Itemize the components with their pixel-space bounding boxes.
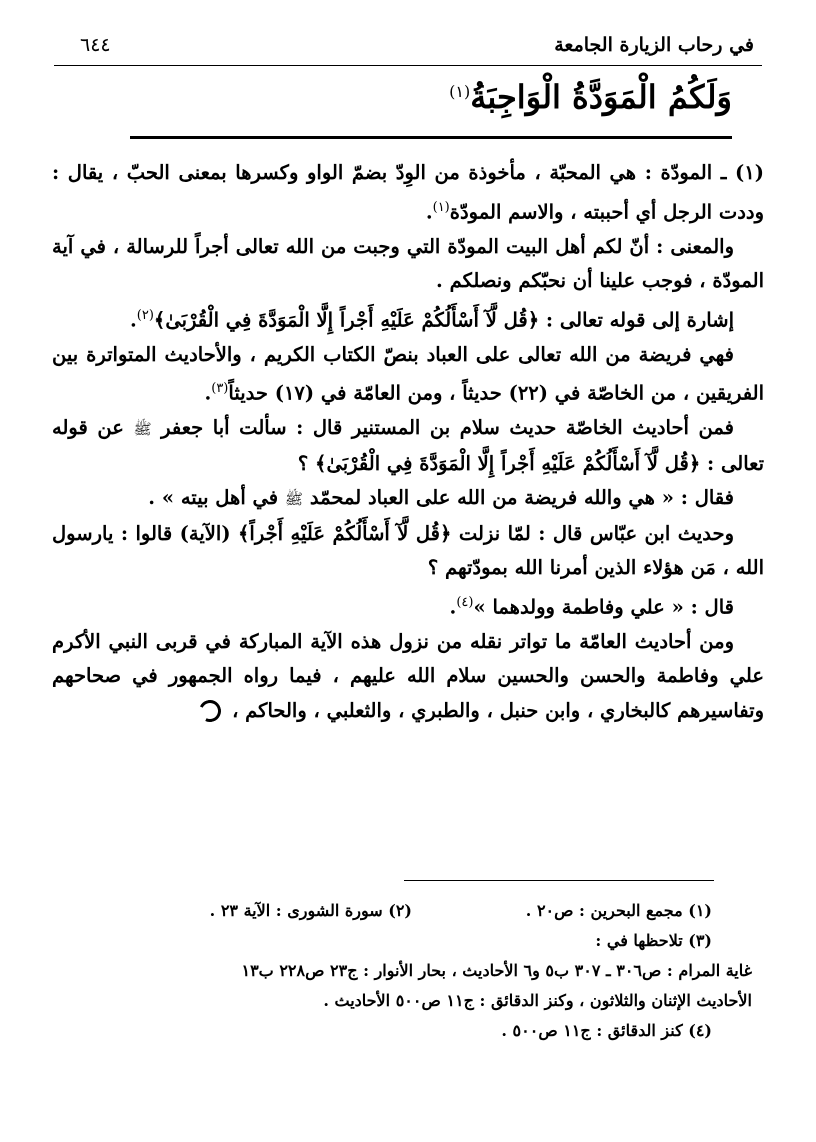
page-header xyxy=(62,30,754,64)
paragraph-meaning xyxy=(52,230,764,299)
paragraph-text: في أهل بيته » . xyxy=(148,486,279,509)
heading-text: وَلَكُمُ الْمَوَدَّةُ الْوَاجِبَةُ xyxy=(470,78,732,116)
paragraph-text: فمن أحاديث الخاصّة حديث سلام بن المستنير قال : سألت أبا جعفر xyxy=(161,416,734,439)
commentary-body xyxy=(52,156,764,728)
section-heading xyxy=(449,78,732,116)
footnote-3-detail: الأحاديث الإثنان والثلاثون ، وكنز الدقائق : ج١١ ص٥٠٠ الأحاديث . xyxy=(323,991,752,1010)
paragraph-ibn-abbas xyxy=(52,517,764,586)
paragraph-general-hadiths xyxy=(52,625,764,729)
running-title: في رحاب الزيارة الجامعة xyxy=(554,34,754,56)
footnote-1: (١) مجمع البحرين : ص٢٠ . xyxy=(525,901,712,920)
paragraph-end: . xyxy=(449,595,457,618)
heading-rule xyxy=(130,136,732,139)
footnote-4: (٤) كنز الدقائق : ج١١ ص٥٠٠ . xyxy=(501,1021,712,1040)
paragraph-text: ومن أحاديث العامّة ما تواتر نقله من نزول هذه الآية المباركة في قربى النبي الأكرم علي وفاطمة والحسن والحسين سلام الله عليهم ، فيما رواه الجمهور في صحاحهم وتفاسيرهم كالبخاري ، وابن حنبل ، والطبري ، والثعلبي ، والحاكم ، xyxy=(52,629,764,722)
paragraph-answer xyxy=(52,481,764,517)
paragraph-text: فهي فريضة من الله تعالى على العباد بنصّ الكتاب الكريم ، والأحاديث المتواترة بين الفريقين ، من الخاصّة في (٢٢) حديثاً ، ومن العامّة في (١٧) حديثاً xyxy=(52,342,764,405)
paragraph-verse xyxy=(52,299,764,338)
page-number: ٦٤٤ xyxy=(80,34,111,56)
footnotes xyxy=(64,896,752,1046)
salutation-glyph: ﷺ xyxy=(284,490,304,508)
paragraph-text: فقال : « هي والله فريضة من الله على العباد لمحمّد xyxy=(309,486,734,509)
paragraph-definition xyxy=(52,156,764,230)
footnote-3: (٣) تلاحظها في : xyxy=(595,931,712,950)
header-rule xyxy=(54,65,762,66)
paragraph-end: . xyxy=(204,381,212,405)
paragraph-text: إشارة إلى قوله تعالى : ﴿قُل لَّآ أَسْأَلُكُمْ عَلَيْهِ أَجْراً إِلَّا الْمَوَدَّةَ فِي الْقُرْبَىٰ﴾ xyxy=(153,308,734,331)
paragraph-end: . xyxy=(425,200,433,223)
paragraph-text: والمعنى : أنّ لكم أهل البيت المودّة التي وجبت من الله تعالى أجراً للرسالة ، في آية المودّة ، فوجب علينا أن نحبّكم ونصلكم . xyxy=(52,234,764,292)
paragraph-reply xyxy=(52,586,764,625)
footnote-ref: (٢) xyxy=(136,307,154,323)
paragraph-text: قال : « علي وفاطمة وولدهما » xyxy=(473,595,734,618)
paragraph-text: (١) ـ المودّة : هي المحبّة ، مأخوذة من الوِدّ بضمّ الواو وكسرها بمعنى الحبّ ، يقال : وددت الرجل أي أحببته ، والاسم المودّة xyxy=(52,161,764,223)
footnote-ref: (٣) xyxy=(211,381,229,396)
salutation-glyph: ﷺ xyxy=(133,420,152,438)
footnote-rule xyxy=(404,880,714,881)
paragraph-obligation xyxy=(52,338,764,412)
continue-arrow-icon xyxy=(196,697,224,725)
paragraph-end: . xyxy=(129,308,137,331)
paragraph-text: عن قوله تعالى : ﴿قُل لَّآ أَسْأَلُكُمْ عَلَيْهِ أَجْراً إِلَّا الْمَوَدَّةَ فِي الْقُرْبَىٰ﴾ ؟ xyxy=(52,416,764,475)
footnote-ref: (١) xyxy=(432,199,450,215)
paragraph-hadith-salam xyxy=(52,411,764,481)
footnote-2: (٢) سورة الشورى : الآية ٢٣ . xyxy=(209,901,412,920)
heading-footnote-mark: (١) xyxy=(449,82,471,101)
paragraph-text: وحديث ابن عبّاس قال : لمّا نزلت ﴿قُل لَّآ أَسْأَلُكُمْ عَلَيْهِ أَجْراً﴾ (الآية) قالوا : يارسول الله ، مَن هؤلاء الذين أمرنا الله بمودّتهم ؟ xyxy=(52,521,764,579)
footnote-ref: (٤) xyxy=(456,594,474,610)
footnote-3-detail: غاية المرام : ص٣٠٦ ـ ٣٠٧ ب٥ و٦ الأحاديث ، بحار الأنوار : ج٢٣ ص٢٢٨ ب١٣ xyxy=(241,961,752,980)
footnote-row xyxy=(64,896,712,926)
